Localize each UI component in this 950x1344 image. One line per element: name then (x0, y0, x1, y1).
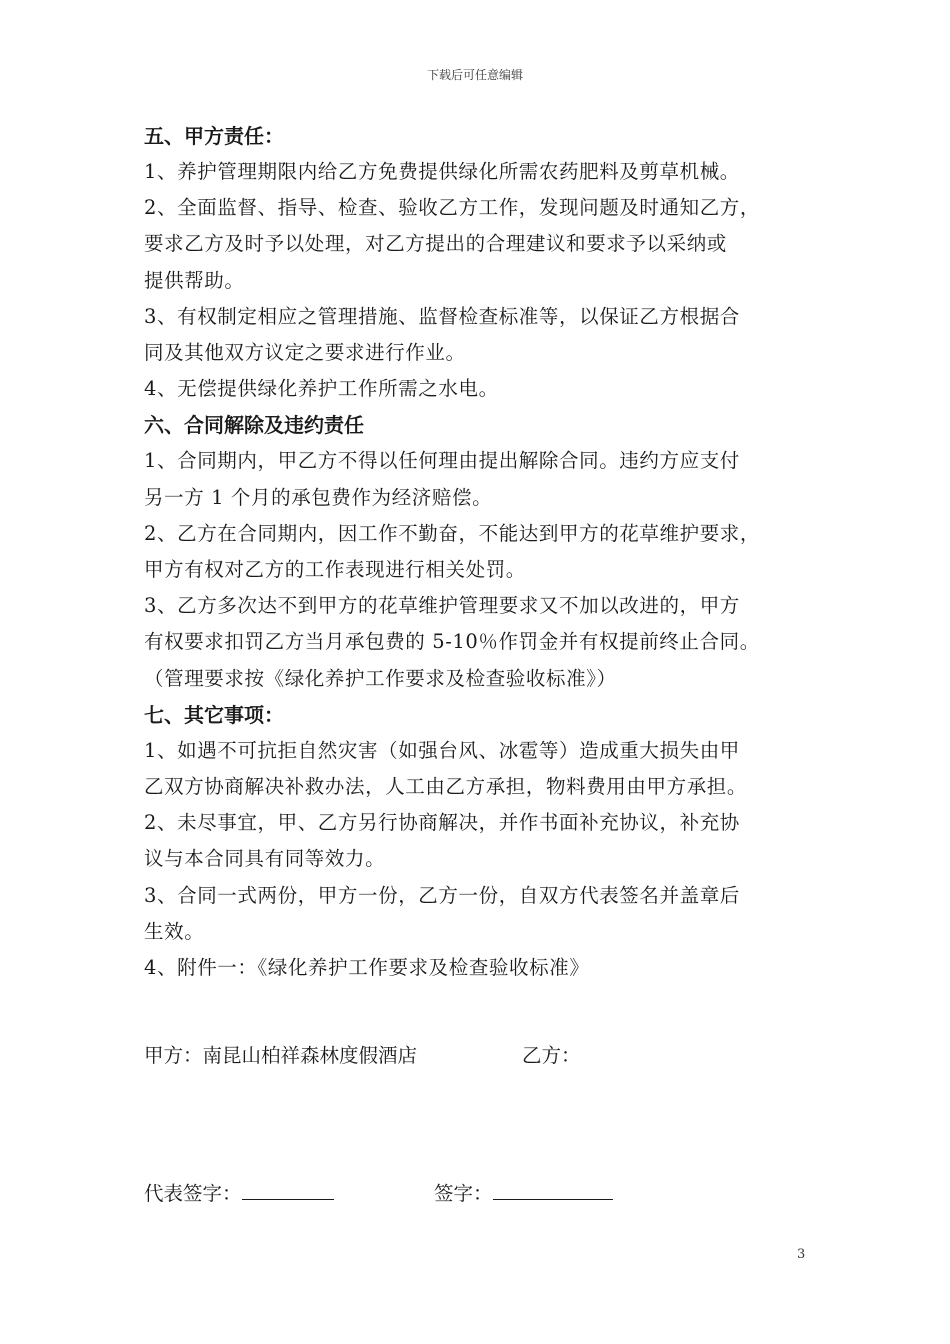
contract-body (144, 118, 824, 986)
section-7-items (144, 733, 824, 986)
rep-signature-line[interactable] (242, 1177, 334, 1200)
section-5-item-1 (144, 154, 824, 190)
text-line: 4、附件一：《绿化养护工作要求及检查验收标准》 (144, 956, 590, 980)
text-line: 有权要求扣罚乙方当月承包费的 5-10％作罚金并有权提前终止合同。 (144, 630, 760, 654)
section-7-title: 七、其它事项： (144, 702, 284, 727)
section-6-items (144, 443, 824, 696)
text-line: 3、有权制定相应之管理措施、监督检查标准等，以保证乙方根据合 (144, 304, 740, 328)
text-line: 要求乙方及时予以处理，对乙方提出的合理建议和要求予以采纳或 (144, 232, 727, 256)
signature-line[interactable] (493, 1177, 613, 1200)
section-5-item-2 (144, 190, 824, 299)
text-line: 议与本合同具有同等效力。 (144, 847, 386, 871)
text-line: 2、未尽事宜，甲、乙方另行协商解决，并作书面补充协议，补充协 (144, 811, 740, 835)
section-7-item-4 (144, 950, 824, 986)
text-line: 1、合同期内，甲乙方不得以任何理由提出解除合同。违约方应支付 (144, 449, 740, 473)
text-line: 生效。 (144, 919, 205, 943)
header-note: 下载后可任意编辑 (426, 68, 523, 82)
section-6-title: 六、合同解除及违约责任 (144, 413, 364, 438)
section-5-items (144, 154, 824, 407)
text-line: 提供帮助。 (144, 268, 245, 292)
text-line: 2、全面监督、指导、检查、验收乙方工作，发现问题及时通知乙方， (144, 196, 761, 220)
text-line: 2、乙方在合同期内，因工作不勤奋，不能达到甲方的花草维护要求， (144, 521, 761, 545)
section-6-item-2 (144, 516, 824, 588)
text-line: 同及其他双方议定之要求进行作业。 (144, 341, 466, 365)
text-line: 另一方 1 个月的承包费作为经济赔偿。 (144, 485, 493, 509)
section-7-item-3 (144, 878, 824, 950)
section-6-item-3 (144, 588, 824, 697)
party-a-label: 甲方：南昆山柏祥森林度假酒店 (144, 1044, 418, 1067)
text-line: 3、乙方多次达不到甲方的花草维护管理要求又不加以改进的，甲方 (144, 594, 740, 618)
party-b-label: 乙方： (522, 1044, 581, 1067)
rep-signature (144, 1177, 334, 1206)
text-line: 甲方有权对乙方的工作表现进行相关处罚。 (144, 558, 526, 582)
section-5-title: 五、甲方责任： (144, 124, 284, 148)
rep-signature-label: 代表签字： (144, 1182, 242, 1205)
section-6-item-1 (144, 443, 824, 515)
text-line: 1、养护管理期限内给乙方免费提供绿化所需农药肥料及剪草机械。 (144, 160, 740, 183)
text-line: 4、无偿提供绿化养护工作所需之水电。 (144, 377, 499, 401)
text-line: 1、如遇不可抗拒自然灾害（如强台风、冰雹等）造成重大损失由甲 (144, 738, 740, 762)
section-7-item-1 (144, 733, 824, 805)
party-b-signature (434, 1177, 613, 1206)
section-5-item-3 (144, 299, 824, 371)
section-7-item-2 (144, 805, 824, 877)
text-line: （管理要求按《绿化养护工作要求及检查验收标准》） (144, 666, 617, 690)
text-line: 乙双方协商解决补救办法，人工由乙方承担，物料费用由甲方承担。 (144, 775, 748, 799)
page-number: 3 (797, 1247, 806, 1262)
section-5-item-4 (144, 371, 824, 407)
signature-label: 签字： (434, 1182, 493, 1205)
text-line: 3、合同一式两份，甲方一份，乙方一份，自双方代表签名并盖章后 (144, 883, 740, 907)
